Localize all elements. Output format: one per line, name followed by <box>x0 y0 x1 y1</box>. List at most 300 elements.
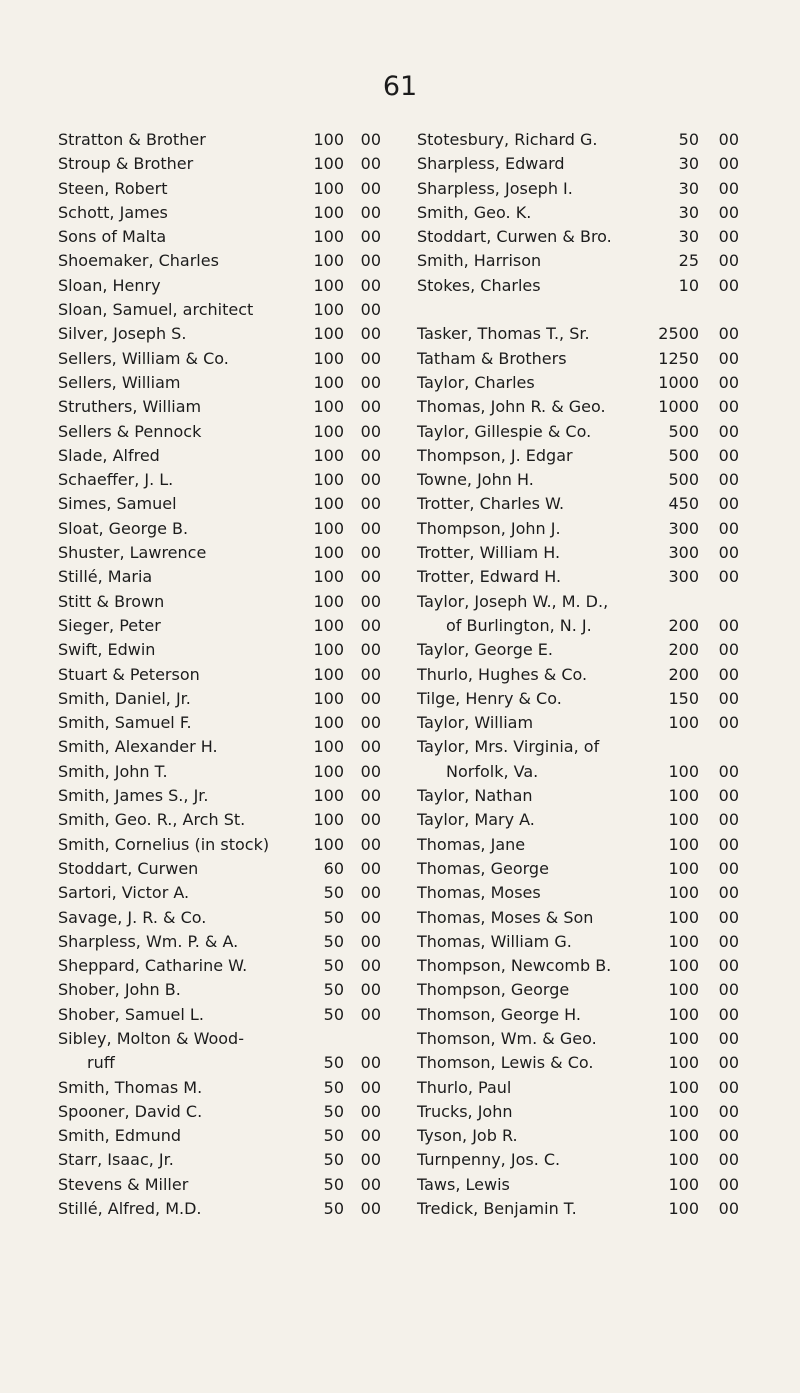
amount-dollars: 50 <box>323 1053 344 1073</box>
subscriber-row <box>417 541 753 565</box>
subscriber-row <box>417 565 753 589</box>
amount-cents: 00 <box>718 883 739 903</box>
subscriber-name: Smith, Harrison <box>417 251 542 271</box>
subscriber-name: Thomson, George H. <box>417 1004 581 1024</box>
subscriber-row <box>58 760 388 784</box>
amount-cents: 00 <box>360 688 381 708</box>
subscriber-row <box>417 1003 753 1027</box>
amount-cents: 00 <box>360 348 381 368</box>
subscriber-name: Taws, Lewis <box>417 1174 510 1194</box>
amount-cents: 00 <box>360 1077 381 1097</box>
subscriber-row <box>58 1124 388 1148</box>
amount-cents: 00 <box>718 1077 739 1097</box>
amount-cents: 00 <box>360 615 381 635</box>
subscriber-row <box>417 711 753 735</box>
subscriber-row <box>58 128 388 152</box>
subscriber-name: Sellers & Pennock <box>58 421 202 441</box>
amount-cents: 00 <box>718 518 739 538</box>
subscriber-name: Smith, John T. <box>58 761 168 781</box>
amount-cents: 00 <box>360 300 381 320</box>
amount-cents: 00 <box>718 275 739 295</box>
subscriber-name: Schott, James <box>58 202 168 222</box>
amount-cents: 00 <box>718 786 739 806</box>
amount-cents: 00 <box>360 470 381 490</box>
amount-cents: 00 <box>360 227 381 247</box>
amount-dollars: 50 <box>323 1174 344 1194</box>
amount-cents: 00 <box>360 543 381 563</box>
subscriber-name: Smith, James S., Jr. <box>58 786 209 806</box>
subscriber-row <box>58 687 388 711</box>
subscriber-row <box>417 1197 753 1221</box>
amount-dollars: 100 <box>668 907 699 927</box>
subscriber-name: Turnpenny, Jos. C. <box>417 1150 561 1170</box>
subscriber-row <box>417 492 753 516</box>
amount-dollars: 100 <box>668 786 699 806</box>
amount-dollars: 50 <box>323 1199 344 1219</box>
subscriber-name: Taylor, George E. <box>417 640 553 660</box>
subscriber-name: Thompson, John J. <box>417 518 561 538</box>
subscriber-row <box>58 663 388 687</box>
right-column <box>417 128 753 1221</box>
subscriber-name: Thomas, George <box>417 858 549 878</box>
amount-dollars: 100 <box>313 130 344 149</box>
subscriber-name: Stoddart, Curwen & Bro. <box>417 227 612 247</box>
left-column <box>58 128 388 1221</box>
amount-dollars: 500 <box>668 421 699 441</box>
amount-dollars: 100 <box>313 202 344 222</box>
amount-cents: 00 <box>360 445 381 465</box>
subscriber-row <box>58 177 388 201</box>
subscriber-row <box>417 1124 753 1148</box>
subscriber-name: Stokes, Charles <box>417 275 541 295</box>
amount-cents: 00 <box>718 640 739 660</box>
subscriber-name: Starr, Isaac, Jr. <box>58 1150 174 1170</box>
subscriber-name: Smith, Edmund <box>58 1126 182 1146</box>
amount-dollars: 100 <box>668 810 699 830</box>
amount-cents: 00 <box>360 324 381 344</box>
subscriber-row <box>417 201 753 225</box>
subscriber-name: Spooner, David C. <box>58 1101 203 1121</box>
amount-dollars: 50 <box>323 956 344 976</box>
amount-dollars: 500 <box>668 445 699 465</box>
subscriber-name: Thomson, Lewis & Co. <box>417 1053 594 1073</box>
amount-cents: 00 <box>718 372 739 392</box>
amount-cents: 00 <box>360 397 381 417</box>
amount-cents: 00 <box>718 664 739 684</box>
amount-dollars: 100 <box>313 834 344 854</box>
amount-cents: 00 <box>718 907 739 927</box>
subscriber-row <box>417 930 753 954</box>
subscriber-row <box>417 517 753 541</box>
subscriber-row <box>417 735 753 759</box>
amount-cents: 00 <box>718 324 739 344</box>
amount-cents: 00 <box>360 761 381 781</box>
amount-cents: 00 <box>360 640 381 660</box>
amount-dollars: 100 <box>668 1174 699 1194</box>
subscriber-row <box>58 1027 388 1051</box>
subscriber-row <box>58 808 388 832</box>
subscriber-name: Sons of Malta <box>58 227 167 247</box>
page-number: 61 <box>382 71 418 102</box>
amount-cents: 00 <box>360 737 381 757</box>
amount-cents: 00 <box>360 786 381 806</box>
amount-dollars: 100 <box>313 713 344 733</box>
amount-cents: 00 <box>718 348 739 368</box>
subscriber-name: Taylor, Nathan <box>417 786 533 806</box>
amount-cents: 00 <box>718 494 739 514</box>
amount-dollars: 100 <box>668 834 699 854</box>
amount-cents: 00 <box>718 202 739 222</box>
subscriber-row <box>58 249 388 273</box>
subscriber-row <box>417 177 753 201</box>
subscriber-row <box>417 1076 753 1100</box>
amount-cents: 00 <box>718 154 739 174</box>
amount-cents: 00 <box>718 688 739 708</box>
subscriber-name: Sellers, William & Co. <box>58 348 229 368</box>
subscriber-name: Taylor, Mrs. Virginia, of <box>417 737 600 757</box>
amount-dollars: 100 <box>668 980 699 1000</box>
amount-cents: 00 <box>360 130 381 149</box>
subscriber-row <box>58 541 388 565</box>
amount-dollars: 100 <box>313 154 344 174</box>
amount-dollars: 100 <box>668 1053 699 1073</box>
subscriber-row <box>417 614 753 638</box>
subscriber-row <box>417 152 753 176</box>
subscriber-name: Swift, Edwin <box>58 640 156 660</box>
amount-cents: 00 <box>718 445 739 465</box>
subscriber-name: Trotter, William H. <box>417 543 561 563</box>
amount-dollars: 10 <box>678 275 699 295</box>
amount-dollars: 100 <box>668 883 699 903</box>
subscriber-row <box>417 638 753 662</box>
subscriber-row <box>58 322 388 346</box>
subscriber-name: Sieger, Peter <box>58 615 161 635</box>
subscriber-name: Thomas, Moses & Son <box>417 907 594 927</box>
amount-dollars: 100 <box>668 1199 699 1219</box>
amount-dollars: 50 <box>323 1004 344 1024</box>
amount-dollars: 50 <box>323 931 344 951</box>
subscriber-row <box>58 906 388 930</box>
subscriber-row <box>417 468 753 492</box>
amount-dollars: 50 <box>323 980 344 1000</box>
subscriber-name: Thurlo, Hughes & Co. <box>417 664 588 684</box>
subscriber-name: Trotter, Charles W. <box>417 494 565 514</box>
amount-cents: 00 <box>718 1101 739 1121</box>
amount-cents: 00 <box>718 761 739 781</box>
subscriber-row <box>58 638 388 662</box>
subscriber-name: Savage, J. R. & Co. <box>58 907 207 927</box>
amount-cents: 00 <box>718 1199 739 1219</box>
subscriber-row <box>58 857 388 881</box>
subscriber-name: Stotesbury, Richard G. <box>417 130 598 149</box>
amount-dollars: 50 <box>323 1150 344 1170</box>
amount-cents: 00 <box>360 494 381 514</box>
amount-dollars: 100 <box>313 688 344 708</box>
amount-dollars: 100 <box>313 178 344 198</box>
amount-cents: 00 <box>718 421 739 441</box>
amount-dollars: 100 <box>313 543 344 563</box>
subscriber-row <box>58 468 388 492</box>
subscriber-name: Thompson, George <box>417 980 570 1000</box>
amount-cents: 00 <box>718 713 739 733</box>
subscriber-name: Taylor, Joseph W., M. D., <box>417 591 609 611</box>
amount-dollars: 30 <box>678 178 699 198</box>
subscriber-row <box>417 1100 753 1124</box>
subscriber-name: Shuster, Lawrence <box>58 543 207 563</box>
amount-dollars: 50 <box>323 883 344 903</box>
subscriber-row <box>58 614 388 638</box>
amount-dollars: 100 <box>668 761 699 781</box>
amount-dollars: 100 <box>313 786 344 806</box>
subscriber-row <box>417 1173 753 1197</box>
subscriber-row <box>417 978 753 1002</box>
subscriber-name: Smith, Samuel F. <box>58 713 192 733</box>
subscriber-name: of Burlington, N. J. <box>446 615 592 635</box>
amount-cents: 00 <box>360 980 381 1000</box>
amount-dollars: 200 <box>668 615 699 635</box>
amount-cents: 00 <box>718 397 739 417</box>
amount-cents: 00 <box>360 956 381 976</box>
subscriber-row <box>58 1173 388 1197</box>
subscriber-name: Sellers, William <box>58 372 181 392</box>
subscriber-name: Tatham & Brothers <box>417 348 567 368</box>
amount-dollars: 100 <box>313 324 344 344</box>
amount-dollars: 50 <box>323 1126 344 1146</box>
amount-dollars: 100 <box>313 397 344 417</box>
subscriber-name: Taylor, Charles <box>417 372 535 392</box>
amount-dollars: 200 <box>668 664 699 684</box>
amount-cents: 00 <box>360 421 381 441</box>
amount-dollars: 1000 <box>658 397 699 417</box>
subscriber-row <box>58 1051 388 1075</box>
amount-cents: 00 <box>360 834 381 854</box>
amount-cents: 00 <box>718 1126 739 1146</box>
amount-dollars: 100 <box>313 445 344 465</box>
amount-dollars: 100 <box>668 1028 699 1048</box>
amount-dollars: 100 <box>313 737 344 757</box>
amount-dollars: 100 <box>313 664 344 684</box>
amount-dollars: 100 <box>313 494 344 514</box>
amount-dollars: 100 <box>313 275 344 295</box>
subscriber-row <box>417 225 753 249</box>
amount-cents: 00 <box>360 931 381 951</box>
subscriber-row <box>417 1148 753 1172</box>
amount-dollars: 100 <box>668 956 699 976</box>
amount-dollars: 100 <box>668 1004 699 1024</box>
amount-cents: 00 <box>718 1028 739 1048</box>
amount-cents: 00 <box>718 956 739 976</box>
amount-cents: 00 <box>360 275 381 295</box>
subscriber-row <box>58 1076 388 1100</box>
amount-dollars: 2500 <box>658 324 699 344</box>
amount-dollars: 100 <box>313 810 344 830</box>
subscriber-name: Stoddart, Curwen <box>58 858 199 878</box>
subscriber-name: Stratton & Brother <box>58 130 206 149</box>
subscriber-row <box>58 833 388 857</box>
subscriber-row <box>417 833 753 857</box>
subscriber-name: Taylor, William <box>417 713 534 733</box>
subscriber-row <box>58 420 388 444</box>
subscriber-row <box>58 274 388 298</box>
subscriber-name: Sloat, George B. <box>58 518 189 538</box>
subscriber-row <box>58 492 388 516</box>
amount-dollars: 30 <box>678 154 699 174</box>
subscriber-name: Schaeffer, J. L. <box>58 470 174 490</box>
subscriber-row <box>58 954 388 978</box>
subscriber-name: Simes, Samuel <box>58 494 177 514</box>
amount-dollars: 100 <box>668 858 699 878</box>
subscriber-name: Sloan, Samuel, architect <box>58 300 254 320</box>
amount-dollars: 300 <box>668 567 699 587</box>
subscriber-name: Towne, John H. <box>417 470 534 490</box>
amount-dollars: 100 <box>313 348 344 368</box>
amount-cents: 00 <box>360 202 381 222</box>
subscriber-row <box>58 1100 388 1124</box>
amount-cents: 00 <box>718 567 739 587</box>
amount-dollars: 100 <box>313 591 344 611</box>
subscriber-row <box>417 347 753 371</box>
subscriber-row <box>58 590 388 614</box>
subscriber-row <box>58 711 388 735</box>
subscriber-row <box>58 298 388 322</box>
amount-dollars: 30 <box>678 227 699 247</box>
amount-cents: 00 <box>718 615 739 635</box>
subscriber-row <box>417 906 753 930</box>
subscriber-name: Smith, Geo. K. <box>417 202 532 222</box>
subscriber-row <box>58 395 388 419</box>
subscriber-name: Thomas, John R. & Geo. <box>417 397 606 417</box>
subscriber-row <box>417 954 753 978</box>
subscriber-row <box>417 249 753 273</box>
subscriber-row <box>417 1027 753 1051</box>
amount-cents: 00 <box>360 251 381 271</box>
amount-dollars: 1000 <box>658 372 699 392</box>
amount-dollars: 500 <box>668 470 699 490</box>
amount-cents: 00 <box>718 178 739 198</box>
subscriber-row <box>417 857 753 881</box>
amount-cents: 00 <box>360 1150 381 1170</box>
subscriber-name: Smith, Geo. R., Arch St. <box>58 810 246 830</box>
subscriber-row <box>58 930 388 954</box>
subscriber-name: Sartori, Victor A. <box>58 883 190 903</box>
subscriber-name: Taylor, Gillespie & Co. <box>417 421 592 441</box>
subscriber-name: Silver, Joseph S. <box>58 324 187 344</box>
subscriber-row <box>417 784 753 808</box>
subscriber-row <box>58 735 388 759</box>
subscriber-row <box>58 225 388 249</box>
amount-dollars: 100 <box>668 713 699 733</box>
subscriber-name: Sheppard, Catharine W. <box>58 956 248 976</box>
subscriber-name: Sharpless, Edward <box>417 154 565 174</box>
subscriber-row <box>417 687 753 711</box>
subscriber-name: Trucks, John <box>417 1101 513 1121</box>
subscriber-name: ruff <box>87 1053 115 1073</box>
amount-dollars: 100 <box>313 518 344 538</box>
subscriber-row <box>58 784 388 808</box>
subscriber-name: Stevens & Miller <box>58 1174 189 1194</box>
subscriber-name: Stuart & Peterson <box>58 664 200 684</box>
subscriber-name: Smith, Daniel, Jr. <box>58 688 191 708</box>
amount-cents: 00 <box>360 883 381 903</box>
amount-dollars: 100 <box>668 931 699 951</box>
amount-dollars: 300 <box>668 543 699 563</box>
subscriber-row <box>58 1148 388 1172</box>
subscriber-name: Tredick, Benjamin T. <box>417 1199 577 1219</box>
subscriber-name: Sharpless, Wm. P. & A. <box>58 931 239 951</box>
subscriber-row <box>58 347 388 371</box>
amount-cents: 00 <box>718 858 739 878</box>
amount-cents: 00 <box>360 591 381 611</box>
amount-cents: 00 <box>718 1174 739 1194</box>
amount-dollars: 100 <box>313 227 344 247</box>
amount-cents: 00 <box>718 227 739 247</box>
subscriber-name: Taylor, Mary A. <box>417 810 535 830</box>
amount-dollars: 100 <box>313 372 344 392</box>
subscriber-name: Thompson, J. Edgar <box>417 445 573 465</box>
amount-cents: 00 <box>360 178 381 198</box>
amount-cents: 00 <box>718 1004 739 1024</box>
section-gap <box>417 298 753 322</box>
subscriber-name: Thomas, Moses <box>417 883 541 903</box>
subscriber-row <box>58 1003 388 1027</box>
subscriber-name: Stillé, Alfred, M.D. <box>58 1199 202 1219</box>
subscriber-name: Shober, John B. <box>58 980 181 1000</box>
amount-cents: 00 <box>360 1199 381 1219</box>
subscriber-row <box>417 808 753 832</box>
amount-dollars: 100 <box>668 1101 699 1121</box>
amount-dollars: 100 <box>313 761 344 781</box>
amount-dollars: 100 <box>313 470 344 490</box>
subscriber-row <box>417 371 753 395</box>
amount-cents: 00 <box>718 834 739 854</box>
subscriber-name: Stillé, Maria <box>58 567 153 587</box>
amount-cents: 00 <box>718 810 739 830</box>
subscriber-name: Sharpless, Joseph I. <box>417 178 573 198</box>
amount-dollars: 100 <box>668 1077 699 1097</box>
amount-cents: 00 <box>718 931 739 951</box>
amount-cents: 00 <box>360 567 381 587</box>
amount-cents: 00 <box>718 130 739 149</box>
subscriber-name: Smith, Cornelius (in stock) <box>58 834 270 854</box>
amount-cents: 00 <box>360 154 381 174</box>
subscriber-row <box>58 201 388 225</box>
subscriber-row <box>417 760 753 784</box>
subscriber-row <box>58 1197 388 1221</box>
amount-dollars: 50 <box>323 907 344 927</box>
amount-cents: 00 <box>718 470 739 490</box>
amount-cents: 00 <box>360 518 381 538</box>
subscriber-name: Thompson, Newcomb B. <box>417 956 612 976</box>
amount-dollars: 100 <box>313 640 344 660</box>
subscriber-name: Sibley, Molton & Wood- <box>58 1028 244 1048</box>
subscriber-name: Sloan, Henry <box>58 275 161 295</box>
amount-dollars: 60 <box>323 858 344 878</box>
amount-cents: 00 <box>360 372 381 392</box>
subscriber-row <box>58 152 388 176</box>
amount-cents: 00 <box>718 543 739 563</box>
subscriber-name: Stitt & Brown <box>58 591 165 611</box>
amount-dollars: 50 <box>323 1077 344 1097</box>
subscriber-row <box>417 663 753 687</box>
amount-dollars: 50 <box>678 130 699 149</box>
subscriber-name: Thurlo, Paul <box>417 1077 512 1097</box>
amount-cents: 00 <box>360 1126 381 1146</box>
amount-dollars: 50 <box>323 1101 344 1121</box>
subscriber-row <box>58 881 388 905</box>
subscriber-row <box>417 274 753 298</box>
amount-cents: 00 <box>360 1004 381 1024</box>
subscriber-name: Steen, Robert <box>58 178 168 198</box>
